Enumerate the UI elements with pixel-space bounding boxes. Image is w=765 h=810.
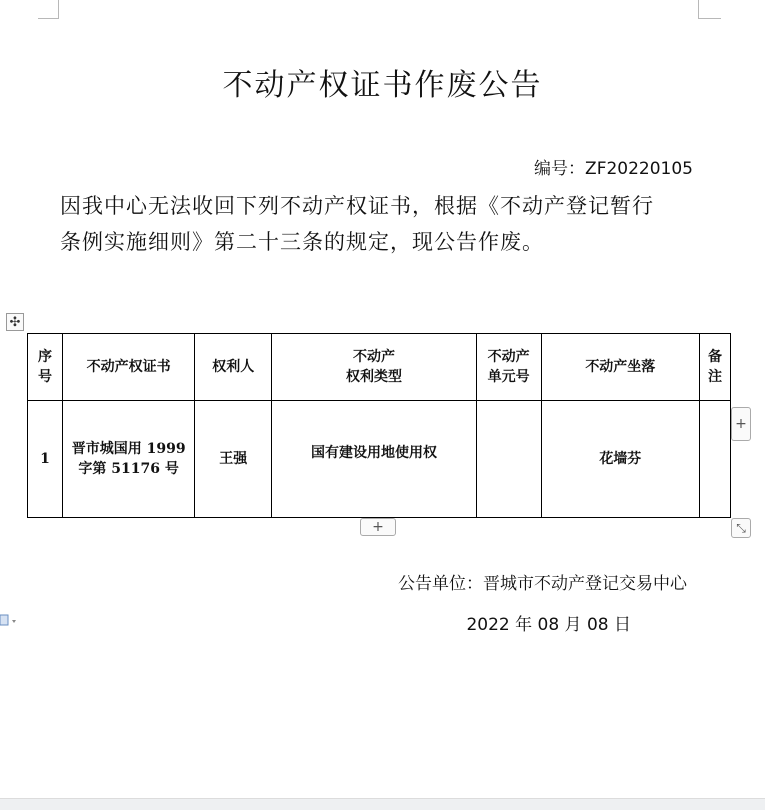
header-location[interactable]: 不动产坐落	[541, 334, 699, 401]
cell-right-type[interactable]: 国有建设用地使用权	[272, 401, 476, 518]
table-header-row	[28, 334, 731, 401]
table-row	[28, 401, 731, 518]
header-seq[interactable]: 序 号	[28, 334, 63, 401]
intro-paragraph	[60, 188, 710, 260]
intro-line-2: 条例实施细则》第二十三条的规定，现公告作废。	[60, 230, 544, 254]
certificate-table	[27, 333, 731, 518]
cell-location[interactable]: 花墙芬	[541, 401, 699, 518]
header-right-type[interactable]: 不动产 权利类型	[272, 334, 476, 401]
header-certificate[interactable]: 不动产权证书	[63, 334, 195, 401]
issue-date: 2022 年 08 月 08 日	[466, 615, 631, 635]
cell-owner[interactable]: 王强	[195, 401, 272, 518]
issuing-unit: 公告单位：晋城市不动产登记交易中心	[398, 574, 687, 594]
cell-unit-number[interactable]	[476, 401, 541, 518]
document-number: 编号：ZF20220105	[534, 159, 693, 179]
paste-options-icon[interactable]	[0, 612, 18, 628]
header-remark[interactable]: 备 注	[699, 334, 730, 401]
header-unit-number[interactable]: 不动产 单元号	[476, 334, 541, 401]
document-title: 不动产权证书作废公告	[222, 68, 543, 103]
status-bar	[0, 798, 765, 810]
cell-certificate[interactable]: 晋市城国用 1999 字第 51176 号	[63, 401, 195, 518]
table-move-handle-icon[interactable]: ✣	[6, 313, 24, 331]
page-corner-mark-top-left	[38, 0, 59, 19]
intro-line-1: 因我中心无法收回下列不动产权证书，根据《不动产登记暂行	[60, 194, 654, 218]
table-resize-icon[interactable]: ⤡	[731, 518, 751, 538]
header-owner[interactable]: 权利人	[195, 334, 272, 401]
add-column-button[interactable]: +	[731, 407, 751, 441]
cell-remark[interactable]	[699, 401, 730, 518]
page-corner-mark-top-right	[698, 0, 721, 19]
cell-seq[interactable]: 1	[28, 401, 63, 518]
add-row-button[interactable]: +	[360, 518, 396, 536]
